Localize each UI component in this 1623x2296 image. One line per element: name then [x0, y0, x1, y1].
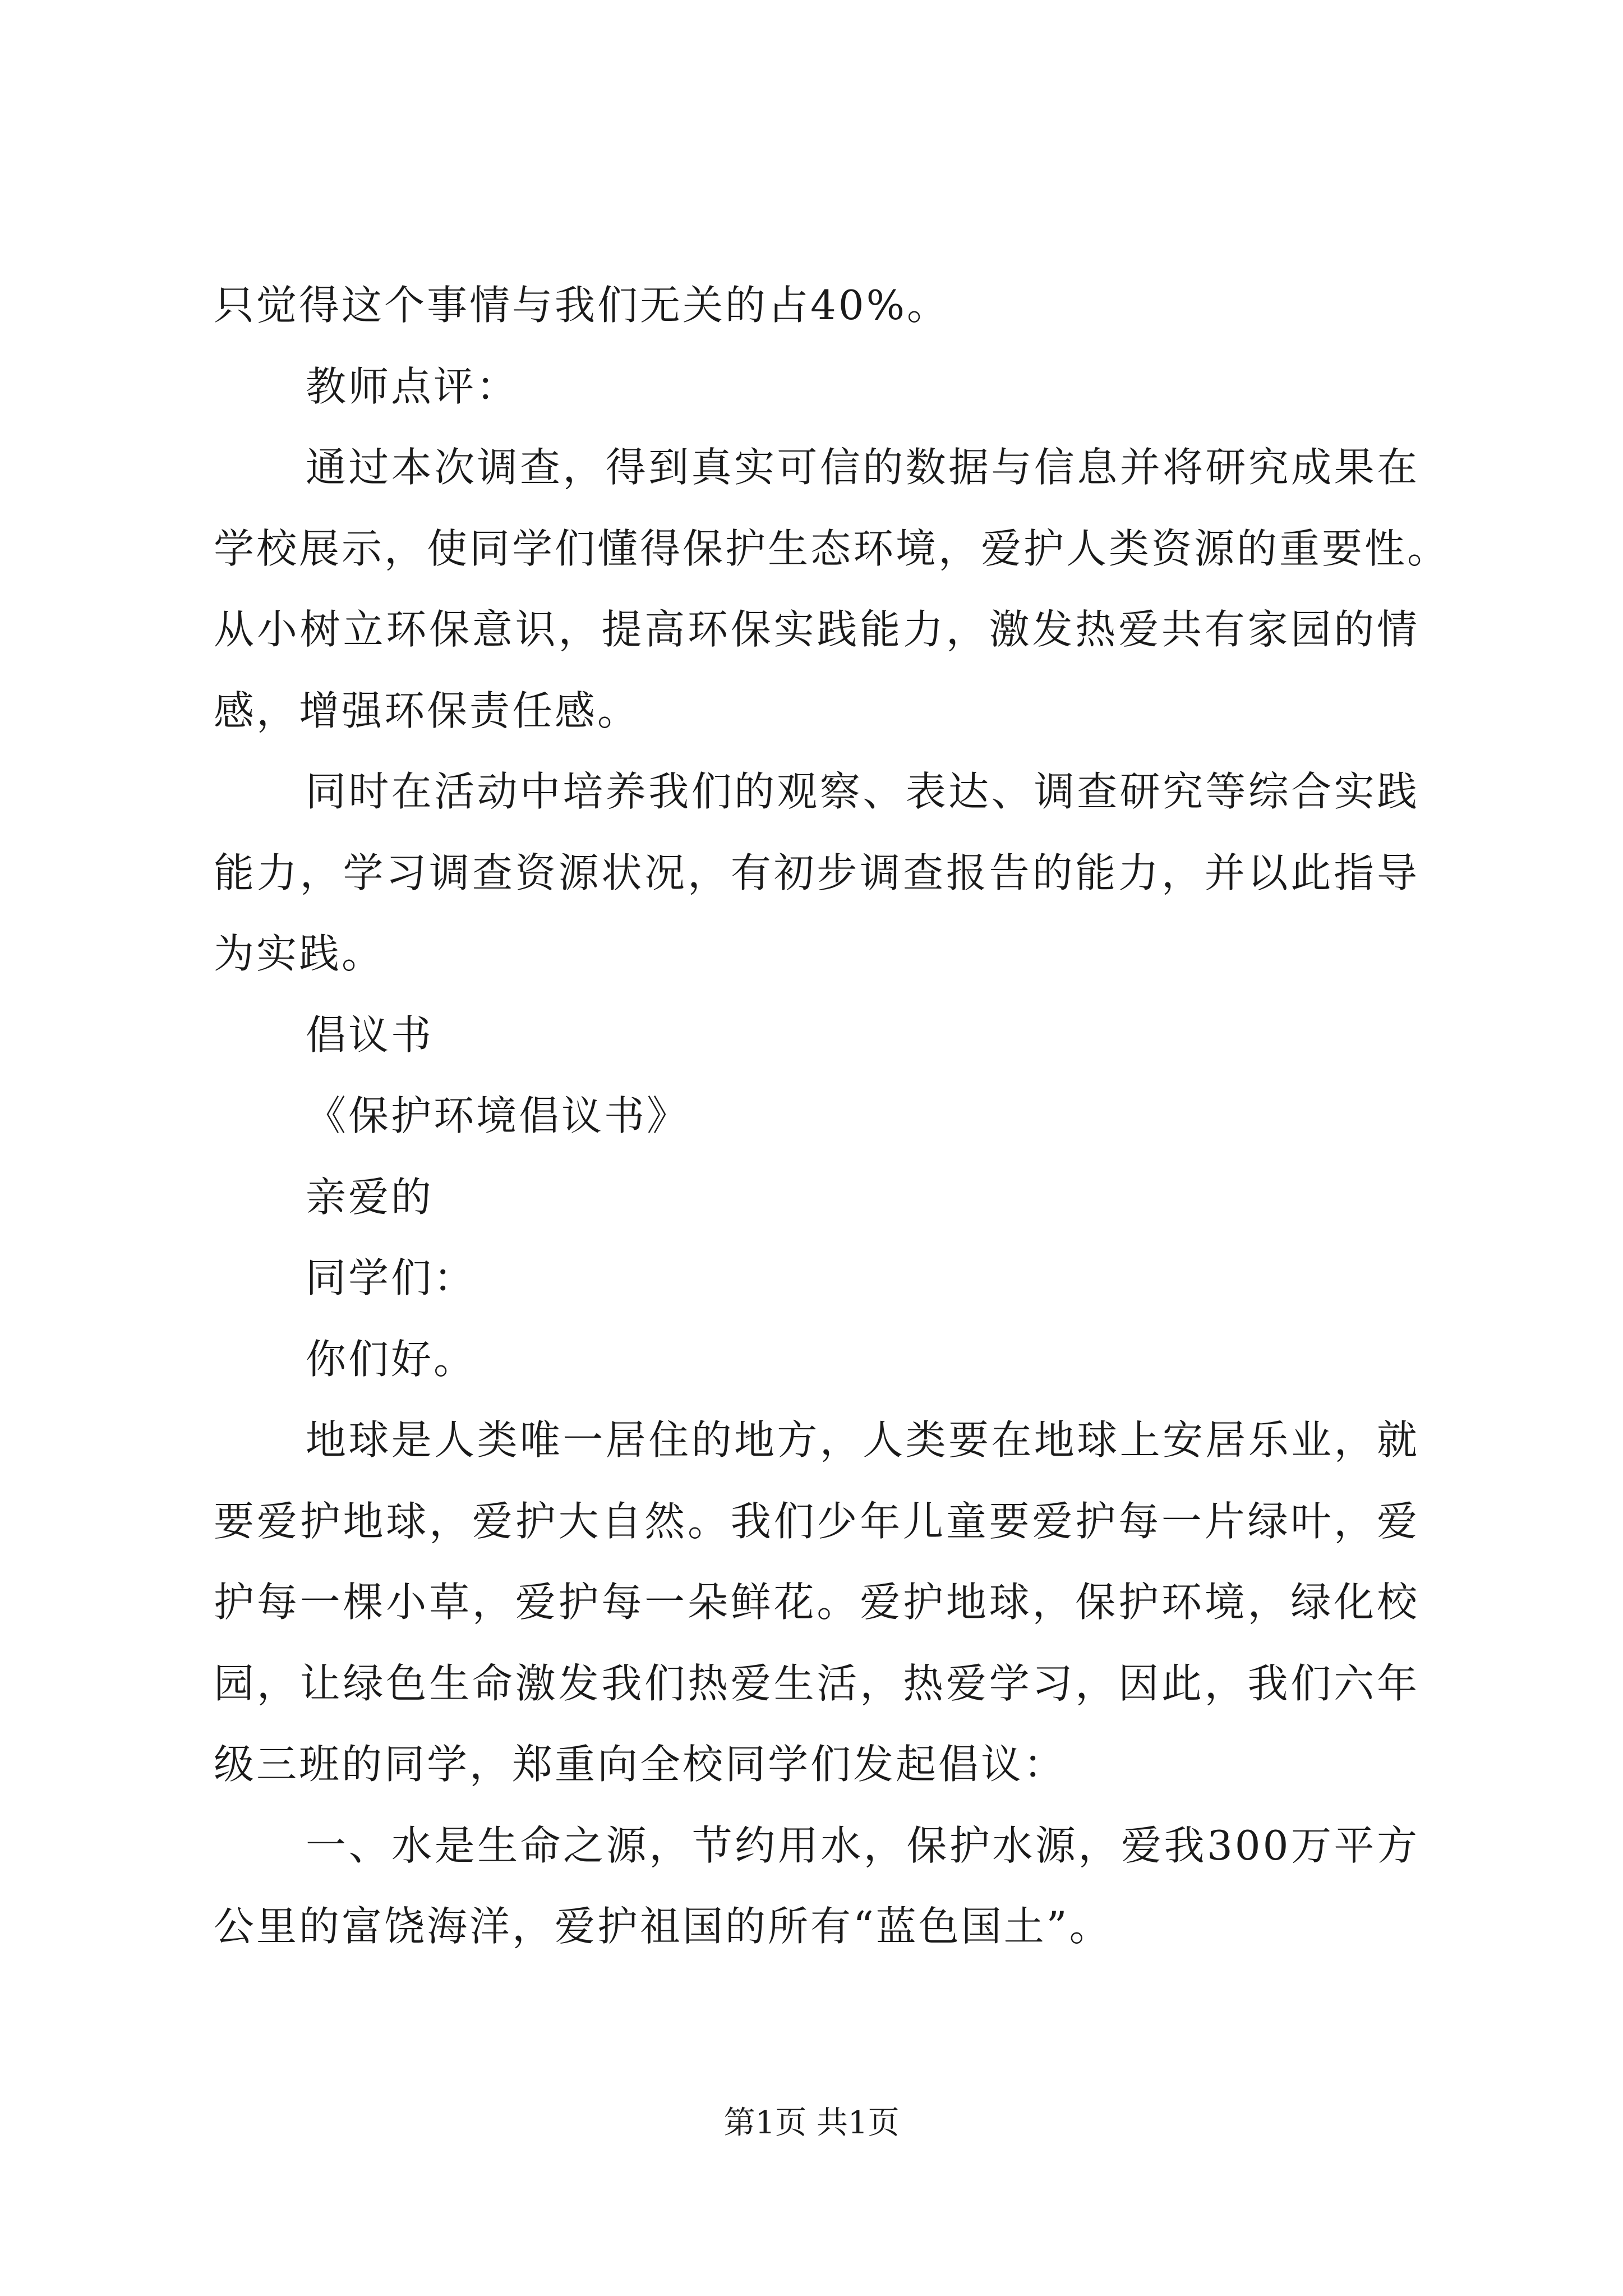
- paragraph-line: 一、水是生命之源，节约用水，保护水源，爱我300万平方: [306, 1821, 1419, 1869]
- paragraph-line: 通过本次调查，得到真实可信的数据与信息并将研究成果在: [306, 444, 1419, 491]
- paragraph-line: 为实践。: [214, 930, 385, 977]
- paragraph-line: 护每一棵小草，爱护每一朵鲜花。爱护地球，保护环境，绿化校: [214, 1579, 1419, 1626]
- paragraph-line: 级三班的同学，郑重向全校同学们发起倡议：: [214, 1741, 1067, 1788]
- greeting-line: 你们好。: [306, 1335, 477, 1383]
- paragraph-line: 能力，学习调查资源状况，有初步调查报告的能力，并以此指导: [214, 849, 1419, 896]
- paragraph-line: 要爱护地球，爱护大自然。我们少年儿童要爱护每一片绿叶，爱: [214, 1497, 1419, 1545]
- paragraph-line: 同时在活动中培养我们的观察、表达、调查研究等综合实践: [306, 768, 1419, 815]
- paragraph-line: 公里的富饶海洋，爱护祖国的所有“蓝色国土”。: [214, 1903, 1112, 1950]
- section-heading-proposal: 倡议书: [306, 1011, 434, 1059]
- paragraph-line: 从小树立环保意识，提高环保实践能力，激发热爱共有家园的情: [214, 606, 1419, 653]
- page-number: 第1页 共1页: [723, 2105, 900, 2141]
- paragraph-line: 园，让绿色生命激发我们热爱生活，热爱学习，因此，我们六年: [214, 1659, 1419, 1707]
- paragraph-line: 感，增强环保责任感。: [214, 687, 640, 734]
- paragraph-line: 只觉得这个事情与我们无关的占40%。: [214, 282, 950, 329]
- section-heading-teacher-comment: 教师点评：: [306, 362, 519, 410]
- page-footer: [0, 2101, 1623, 2146]
- paragraph-line: 学校展示，使同学们懂得保护生态环境，爱护人类资源的重要性。: [214, 524, 1450, 572]
- paragraph-line: 地球是人类唯一居住的地方，人类要在地球上安居乐业，就: [306, 1416, 1419, 1464]
- document-body: [214, 265, 1450, 1967]
- salutation-line: 同学们：: [306, 1254, 477, 1301]
- proposal-title: 《保护环境倡议书》: [306, 1092, 690, 1139]
- salutation-line: 亲爱的: [306, 1173, 434, 1221]
